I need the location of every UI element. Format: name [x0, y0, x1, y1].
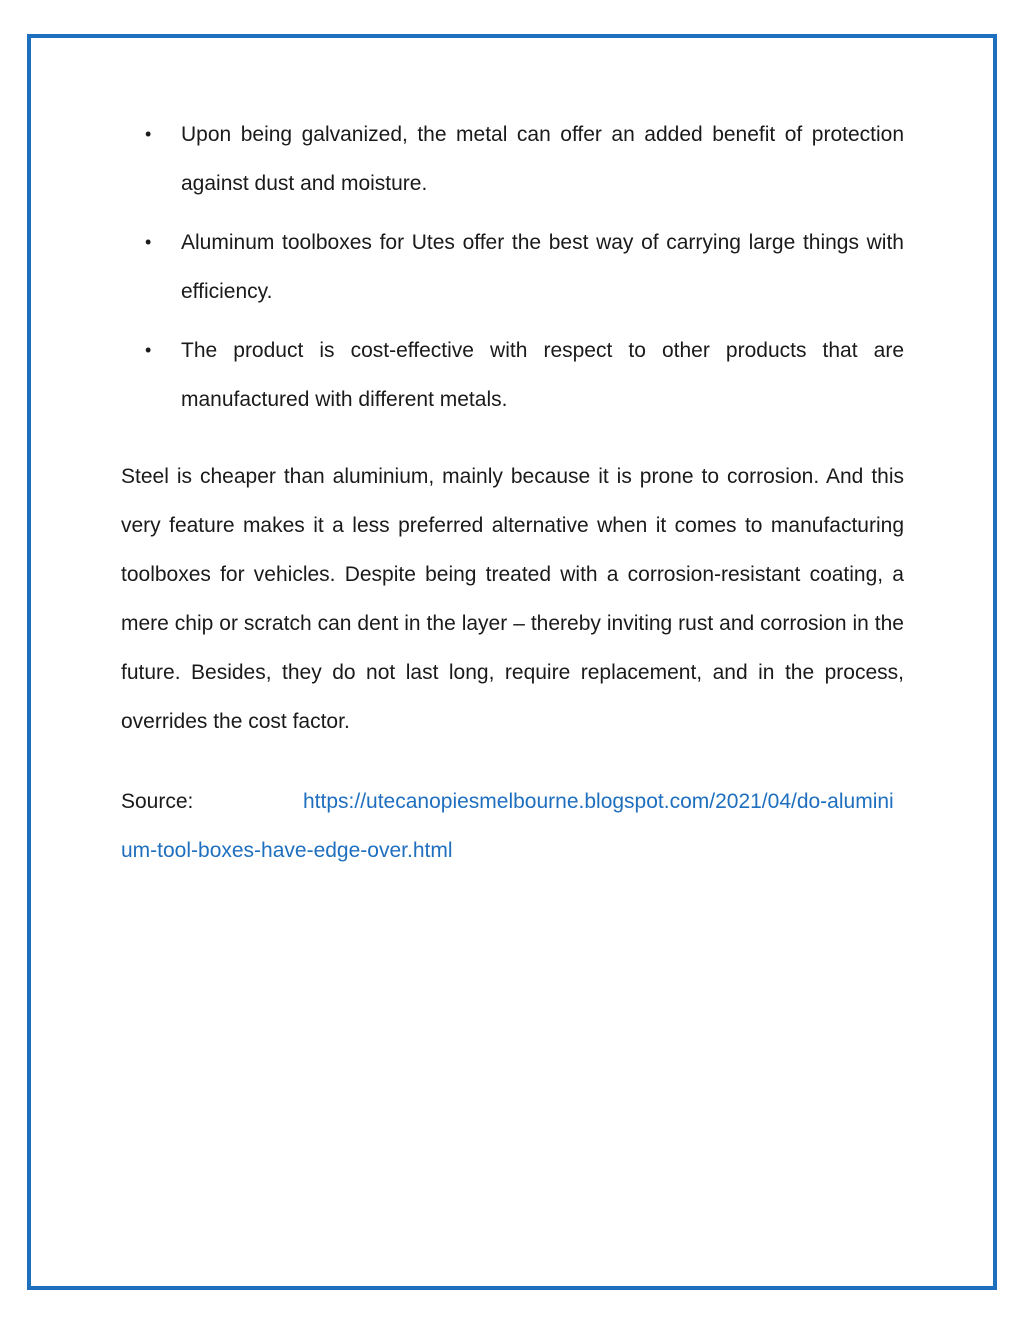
- list-item: [121, 218, 904, 316]
- source-line: [121, 777, 904, 875]
- list-item-text: The product is cost-effective with respect to other products that are manufactured with different metals.: [181, 339, 904, 411]
- source-link[interactable]: https://utecanopiesmelbourne.blogspot.com/2021/04/do-aluminium-tool-boxes-have-edge-over.html: [121, 790, 894, 862]
- bullet-icon: •: [145, 232, 152, 252]
- document-body: [121, 110, 904, 875]
- list-item-text: Upon being galvanized, the metal can offer an added benefit of protection against dust and moisture.: [181, 123, 904, 195]
- benefits-list: [121, 110, 904, 424]
- list-item: [121, 110, 904, 208]
- body-paragraph: Steel is cheaper than aluminium, mainly because it is prone to corrosion. And this very feature makes it a less preferred alternative when it comes to manufacturing toolboxes for vehicles. Despite being treated with a corrosion-resistant coating, a mere chip or scratch can dent in the layer – thereby inviting rust and corrosion in the future. Besides, they do not last long, require replacement, and in the process, overrides the cost factor.: [121, 465, 904, 733]
- list-item-text: Aluminum toolboxes for Utes offer the best way of carrying large things with efficiency.: [181, 231, 904, 303]
- bullet-icon: •: [145, 124, 152, 144]
- bullet-icon: •: [145, 340, 152, 360]
- source-label: Source:: [121, 790, 194, 813]
- list-item: [121, 326, 904, 424]
